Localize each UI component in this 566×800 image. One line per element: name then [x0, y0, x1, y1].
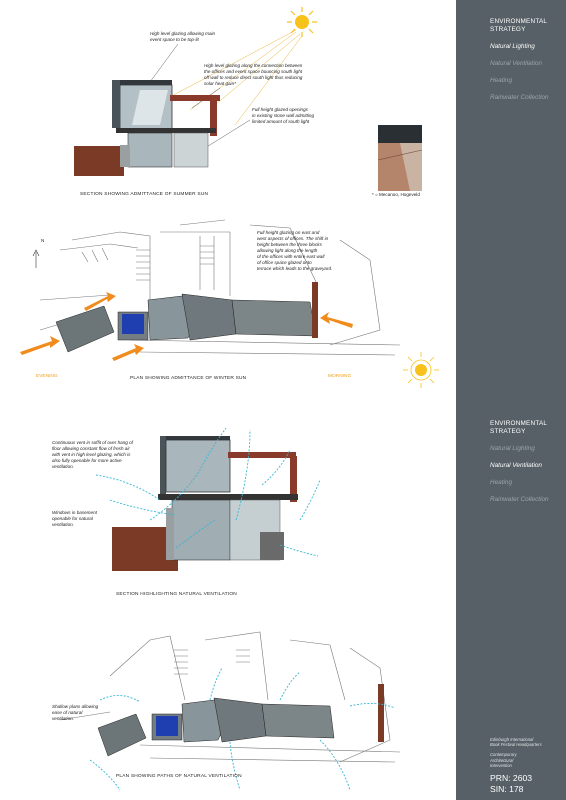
morning-label: MORNING — [328, 374, 352, 379]
summer-note-high-glazing: High level glazing allowing main event space to be top-lit — [150, 31, 216, 42]
footnote: * = Mecanoo, Hogeveld — [372, 192, 420, 197]
reference-numbers — [490, 773, 532, 795]
vent-plan-note: Shallow plans allowing ease of natural ventilation. — [52, 704, 99, 721]
reference-photo — [378, 125, 422, 191]
summer-section-drawing — [74, 80, 220, 176]
sidebar-item-heating[interactable]: Heating — [490, 479, 513, 486]
evening-label: EVENING — [36, 374, 58, 379]
sidebar-item-rainwater[interactable]: Rainwater Collection — [490, 496, 549, 503]
winter-sun-icon — [403, 352, 439, 388]
vent-stair-hatching — [174, 650, 250, 674]
vent-note-basement: Windows in basement openable for natural ventilation. — [52, 510, 97, 527]
sidebar-title: ENVIRONMENTAL STRATEGY — [490, 18, 548, 33]
summer-note-connection-glazing: High level glazing along the connection between the offices and event space bouncing south light off wall to reduce direct south light thus reducing solar heat gain* — [204, 63, 303, 86]
project-info: Edinburgh International Book Festival Headquarters Contemporary Architectural Intervention — [490, 737, 542, 768]
summer-section-caption: SECTION SHOWING ADMITTANCE OF SUMMER SUN — [80, 192, 209, 197]
sidebar — [456, 0, 566, 800]
sidebar-item-natural-lighting[interactable]: Natural Lighting — [490, 445, 535, 452]
sidebar-item-heating[interactable]: Heating — [490, 77, 513, 84]
sidebar-section-bottom — [490, 420, 564, 504]
sidebar-item-natural-ventilation[interactable]: Natural Ventilation — [490, 462, 542, 469]
prn-number: PRN: 2603 — [490, 773, 533, 783]
north-label: N — [41, 238, 45, 243]
vent-section-caption: SECTION HIGHLIGHTING NATURAL VENTILATION — [116, 592, 237, 597]
winter-plan-caption: PLAN SHOWING ADMITTANCE OF WINTER SUN — [130, 376, 247, 381]
north-arrow-icon — [33, 250, 39, 268]
winter-plan-building — [56, 282, 318, 352]
sidebar-item-rainwater[interactable]: Rainwater Collection — [490, 94, 549, 101]
summer-note-stone-wall: Full height glazed openings in existing stone wall admitting limited amount of south light — [252, 107, 315, 124]
sidebar-title: ENVIRONMENTAL STRATEGY — [490, 420, 548, 435]
sidebar-section-top — [490, 18, 564, 102]
vent-plan-caption: PLAN SHOWING PATHS OF NATURAL VENTILATION — [116, 774, 242, 779]
sidebar-item-natural-lighting[interactable]: Natural Lighting — [490, 43, 535, 50]
ventilation-section-drawing — [112, 436, 298, 571]
winter-stair-hatching — [136, 246, 214, 280]
vent-note-soffit: Continuous vent in soffit of over hang of floor allowing constant flow of fresh air with vent in high level glazing, which is also fully openable for more active ventilation. — [52, 440, 133, 469]
winter-note-glazing: Full height glazing on east and west aspects of offices. The shift in height between the three blocks allowing light along the length of the offices with entire east wall of office space glazed onto terrace which leads to the graveyard. — [257, 230, 333, 271]
sin-number: SIN: 178 — [490, 784, 524, 794]
sidebar-item-natural-ventilation[interactable]: Natural Ventilation — [490, 60, 542, 67]
